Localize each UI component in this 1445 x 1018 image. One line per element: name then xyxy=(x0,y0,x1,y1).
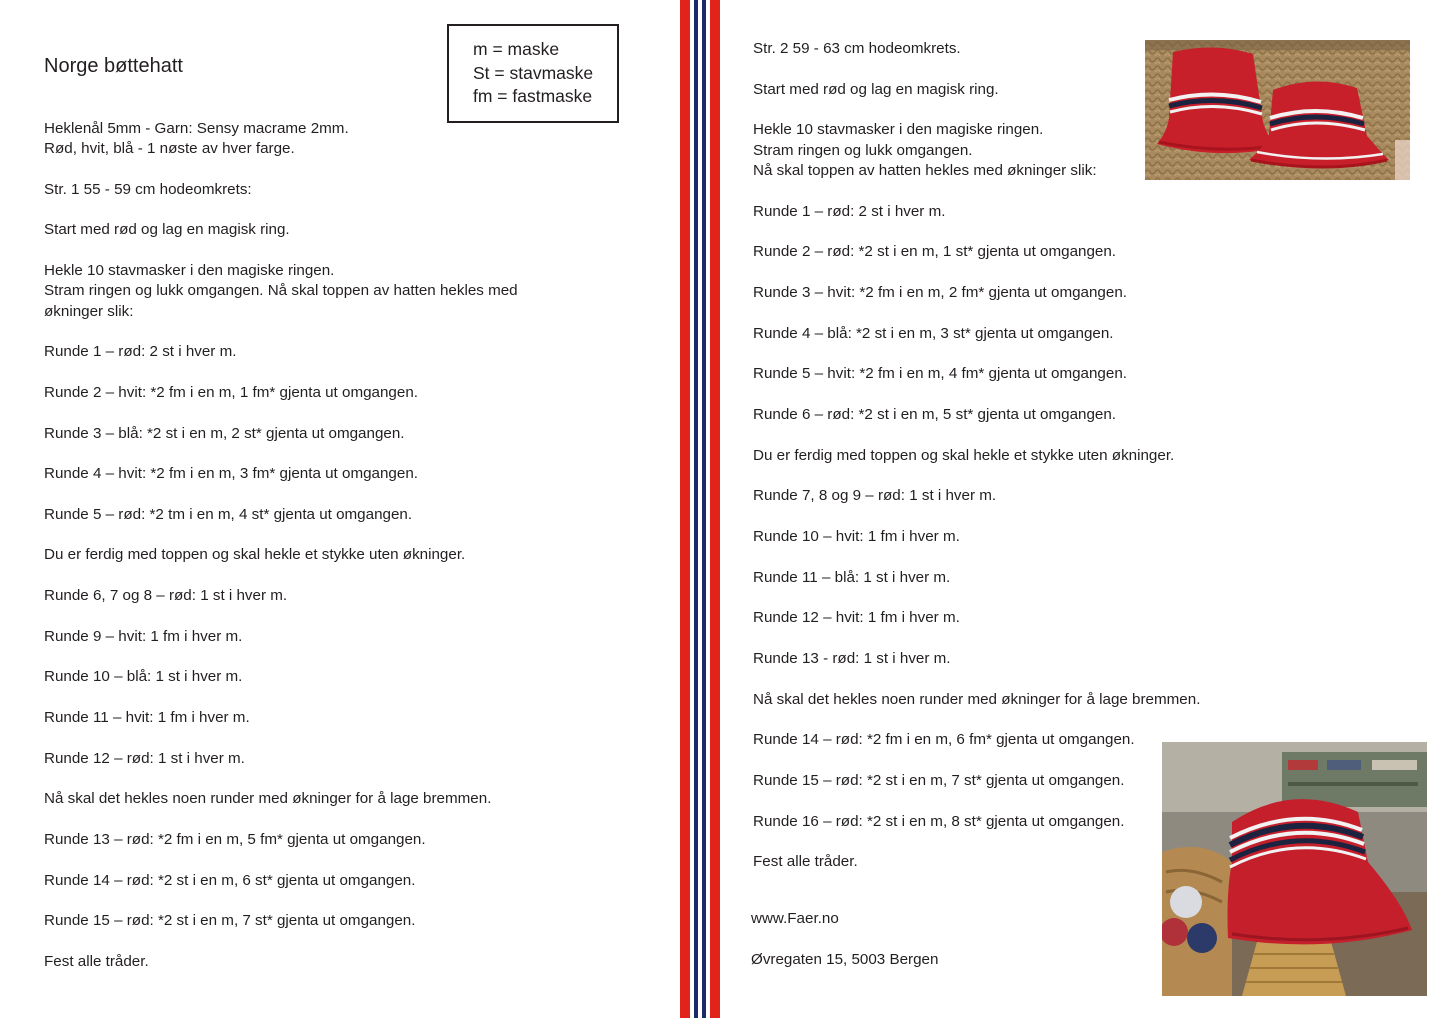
instruction-line: Runde 6, 7 og 8 – rød: 1 st i hver m. xyxy=(44,587,288,604)
instruction-line: Fest alle tråder. xyxy=(44,953,149,970)
instruction-line: Runde 3 – blå: *2 st i en m, 2 st* gjenta ut omgangen. xyxy=(44,425,405,442)
instruction-line: Runde 11 – blå: 1 st i hver m. xyxy=(753,569,951,586)
instruction-line: Runde 9 – hvit: 1 fm i hver m. xyxy=(44,628,243,645)
instruction-line: Runde 6 – rød: *2 st i en m, 5 st* gjenta ut omgangen. xyxy=(753,406,1117,423)
instruction-line: Runde 15 – rød: *2 st i en m, 7 st* gjenta ut omgangen. xyxy=(44,912,416,929)
instruction-line: Runde 11 – hvit: 1 fm i hver m. xyxy=(44,709,250,726)
shop-website: www.Faer.no xyxy=(751,910,839,927)
instruction-line: Runde 10 – blå: 1 st i hver m. xyxy=(44,668,243,685)
instruction-line: Runde 1 – rød: 2 st i hver m. xyxy=(44,343,237,360)
norwegian-flag-stripe xyxy=(680,0,720,1018)
instruction-line: Runde 2 – rød: *2 st i en m, 1 st* gjenta ut omgangen. xyxy=(753,243,1117,260)
instruction-line: Nå skal det hekles noen runder med økninger for å lage bremmen. xyxy=(44,790,492,807)
instruction-line: Runde 7, 8 og 9 – rød: 1 st i hver m. xyxy=(753,487,997,504)
instruction-line: Runde 4 – blå: *2 st i en m, 3 st* gjenta ut omgangen. xyxy=(753,325,1114,342)
instruction-line: Stram ringen og lukk omgangen. xyxy=(753,142,973,159)
instruction-line: Heklenål 5mm - Garn: Sensy macrame 2mm. xyxy=(44,120,349,137)
instruction-line: Runde 14 – rød: *2 st i en m, 6 st* gjenta ut omgangen. xyxy=(44,872,416,889)
instruction-line: Nå skal toppen av hatten hekles med økninger slik: xyxy=(753,162,1097,179)
instruction-line: Rød, hvit, blå - 1 nøste av hver farge. xyxy=(44,140,295,157)
page-title: Norge bøttehatt xyxy=(44,55,183,77)
instruction-line: Du er ferdig med toppen og skal hekle et stykke uten økninger. xyxy=(753,447,1175,464)
instruction-line: Runde 15 – rød: *2 st i en m, 7 st* gjenta ut omgangen. xyxy=(753,772,1125,789)
instruction-line: Runde 16 – rød: *2 st i en m, 8 st* gjenta ut omgangen. xyxy=(753,813,1125,830)
instruction-line: Nå skal det hekles noen runder med økninger for å lage bremmen. xyxy=(753,691,1201,708)
instruction-line: Runde 13 – rød: *2 fm i en m, 5 fm* gjenta ut omgangen. xyxy=(44,831,426,848)
instruction-line: Str. 1 55 - 59 cm hodeomkrets: xyxy=(44,181,252,198)
instruction-line: Fest alle tråder. xyxy=(753,853,858,870)
instruction-line: Start med rød og lag en magisk ring. xyxy=(753,81,999,98)
shop-address: Øvregaten 15, 5003 Bergen xyxy=(751,951,939,968)
instruction-line: Runde 13 - rød: 1 st i hver m. xyxy=(753,650,951,667)
instruction-line: Runde 4 – hvit: *2 fm i en m, 3 fm* gjenta ut omgangen. xyxy=(44,465,418,482)
instruction-line: Hekle 10 stavmasker i den magiske ringen. xyxy=(753,121,1044,138)
instruction-line: Runde 12 – rød: 1 st i hver m. xyxy=(44,750,245,767)
instruction-line: Start med rød og lag en magisk ring. xyxy=(44,221,290,238)
instruction-line: Runde 3 – hvit: *2 fm i en m, 2 fm* gjenta ut omgangen. xyxy=(753,284,1127,301)
instruction-line: økninger slik: xyxy=(44,303,134,320)
instruction-line: Runde 10 – hvit: 1 fm i hver m. xyxy=(753,528,960,545)
instruction-line: Hekle 10 stavmasker i den magiske ringen. xyxy=(44,262,335,279)
instruction-line: Runde 14 – rød: *2 fm i en m, 6 fm* gjenta ut omgangen. xyxy=(753,731,1135,748)
instruction-line: Runde 5 – rød: *2 tm i en m, 4 st* gjenta ut omgangen. xyxy=(44,506,413,523)
instruction-line: Du er ferdig med toppen og skal hekle et stykke uten økninger. xyxy=(44,546,466,563)
hat-on-mannequin-photo xyxy=(1162,742,1427,996)
legend-line: fm = fastmaske xyxy=(473,86,593,106)
instruction-line: Runde 5 – hvit: *2 fm i en m, 4 fm* gjenta ut omgangen. xyxy=(753,365,1127,382)
instruction-line: Runde 1 – rød: 2 st i hver m. xyxy=(753,203,946,220)
two-hats-photo xyxy=(1145,40,1410,180)
legend-line: m = maske xyxy=(473,39,560,59)
instruction-line: Runde 12 – hvit: 1 fm i hver m. xyxy=(753,609,960,626)
instruction-line: Stram ringen og lukk omgangen. Nå skal toppen av hatten hekles med xyxy=(44,282,518,299)
legend-line: St = stavmaske xyxy=(473,63,594,83)
abbreviation-legend-box xyxy=(447,24,619,123)
instruction-line: Runde 2 – hvit: *2 fm i en m, 1 fm* gjenta ut omgangen. xyxy=(44,384,418,401)
instruction-line: Str. 2 59 - 63 cm hodeomkrets. xyxy=(753,40,961,57)
